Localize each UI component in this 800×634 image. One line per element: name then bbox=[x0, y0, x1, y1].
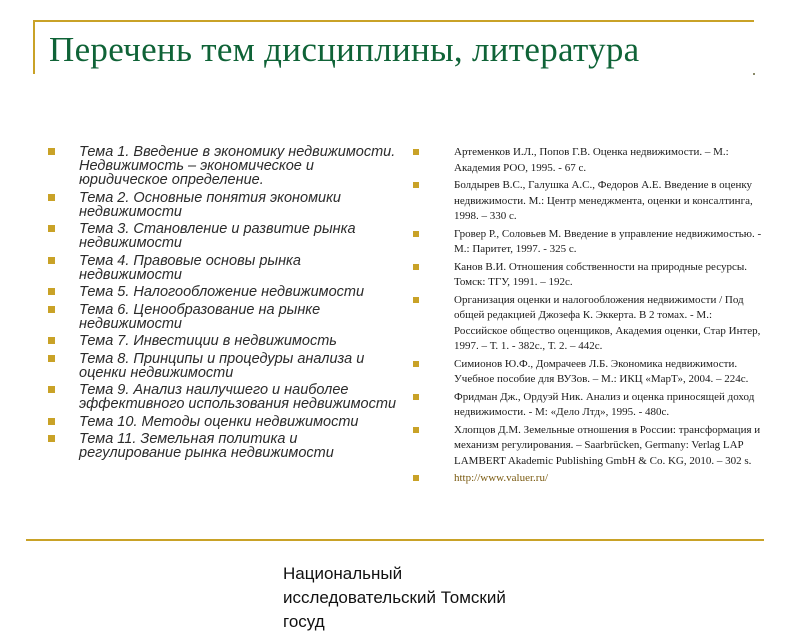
reference-item bbox=[413, 145, 763, 176]
topic-item bbox=[48, 145, 398, 187]
slide-title: Перечень тем дисциплины, литература bbox=[49, 30, 640, 69]
square-bullet-icon bbox=[413, 182, 419, 188]
footer-institution-text: Национальный исследовательский Томский госуд bbox=[283, 564, 506, 631]
topics-list bbox=[48, 145, 398, 464]
topic-item bbox=[48, 191, 398, 219]
topic-text: Тема 6. Ценообразование на рынке недвижимости bbox=[79, 301, 321, 332]
reference-item bbox=[413, 178, 763, 225]
square-bullet-icon bbox=[48, 355, 55, 362]
reference-item bbox=[413, 293, 763, 355]
topic-text: Тема 4. Правовые основы рынка недвижимости bbox=[79, 252, 301, 283]
square-bullet-icon bbox=[48, 225, 55, 232]
topic-item bbox=[48, 254, 398, 282]
topic-item bbox=[48, 352, 398, 380]
reference-text: Хлопцов Д.М. Земельные отношения в России: трансформация и механизм регулирования. – Saarbrücken, Germany: Verlag LAP LAMBERT Akademic Publishing GmbH & Co. KG, 2010. – 302 s. bbox=[454, 423, 761, 467]
topic-text: Тема 9. Анализ наилучшего и наиболее эффективного использования недвижимости bbox=[79, 382, 397, 412]
reference-text: Канов В.И. Отношения собственности на природные ресурсы. Томск: ТГУ, 1991. – 192с. bbox=[454, 260, 747, 288]
topic-text: Тема 2. Основные понятия экономики недвижимости bbox=[79, 189, 341, 220]
frame-bottom-line bbox=[26, 539, 764, 541]
frame-left-line bbox=[33, 20, 35, 74]
square-bullet-icon bbox=[413, 394, 419, 400]
topic-item bbox=[48, 415, 398, 429]
frame-corner-dot bbox=[753, 73, 755, 75]
references-list bbox=[413, 145, 763, 489]
reference-item bbox=[413, 357, 763, 388]
reference-item bbox=[413, 390, 763, 421]
frame-top-line bbox=[33, 20, 754, 22]
reference-item bbox=[413, 260, 763, 291]
reference-text: Фридман Дж., Ордуэй Ник. Анализ и оценка приносящей доход недвижимости. - М: «Дело Лтд», 1995. - 480с. bbox=[454, 390, 755, 418]
square-bullet-icon bbox=[48, 337, 55, 344]
square-bullet-icon bbox=[48, 435, 55, 442]
topic-text: Тема 8. Принципы и процедуры анализа и оценки недвижимости bbox=[79, 350, 365, 381]
topic-item bbox=[48, 303, 398, 331]
topic-text: Тема 10. Методы оценки недвижимости bbox=[79, 413, 359, 430]
square-bullet-icon bbox=[413, 427, 419, 433]
topic-item bbox=[48, 383, 398, 411]
topic-item bbox=[48, 285, 398, 299]
square-bullet-icon bbox=[48, 148, 55, 155]
topic-text: Тема 3. Становление и развитие рынка недвижимости bbox=[79, 221, 356, 251]
topic-item bbox=[48, 432, 398, 460]
square-bullet-icon bbox=[48, 386, 55, 393]
square-bullet-icon bbox=[413, 297, 419, 303]
square-bullet-icon bbox=[413, 264, 419, 270]
square-bullet-icon bbox=[413, 361, 419, 367]
reference-text: Симионов Ю.Ф., Домрачеев Л.Б. Экономика недвижимости. Учебное пособие для ВУЗов. – М.: ИКЦ «МарТ», 2004. – 224с. bbox=[454, 357, 749, 385]
square-bullet-icon bbox=[413, 475, 419, 481]
topic-item bbox=[48, 334, 398, 348]
reference-item bbox=[413, 423, 763, 470]
reference-item bbox=[413, 227, 763, 258]
topic-text: Тема 7. Инвестиции в недвижимость bbox=[79, 333, 337, 349]
reference-item bbox=[413, 471, 763, 487]
square-bullet-icon bbox=[48, 306, 55, 313]
square-bullet-icon bbox=[48, 194, 55, 201]
square-bullet-icon bbox=[413, 231, 419, 237]
square-bullet-icon bbox=[413, 149, 419, 155]
topic-text: Тема 1. Введение в экономику недвижимости. Недвижимость – экономическое и юридическое определение. bbox=[79, 144, 396, 188]
square-bullet-icon bbox=[48, 288, 55, 295]
square-bullet-icon bbox=[48, 257, 55, 264]
topic-text: Тема 5. Налогообложение недвижимости bbox=[79, 284, 365, 300]
square-bullet-icon bbox=[48, 418, 55, 425]
reference-text: Болдырев В.С., Галушка А.С., Федоров А.Е. Введение в оценку недвижимости. М.: Центр менеджмента, оценки и консалтинга, 1998. – 330 с. bbox=[454, 179, 753, 222]
topic-item bbox=[48, 222, 398, 250]
reference-text: Артеменков И.Л., Попов Г.В. Оценка недвижимости. – М.: Академия РОО, 1995. - 67 с. bbox=[454, 146, 729, 174]
valuer-link[interactable]: http://www.valuer.ru/ bbox=[454, 472, 548, 484]
reference-text: Организация оценки и налогообложения недвижимости / Под общей редакцией Джозефа К. Эккерта. В 2 томах. - М.: Российское общество оценщиков, Академия оценки, Стар Интер, 1997. – Т. 1. - 382с., Т. 2. – 442с. bbox=[454, 293, 761, 352]
reference-text: Гровер Р., Соловьев М. Введение в управление недвижимостью. - М.: Паритет, 1997. - 325 с. bbox=[454, 227, 762, 255]
topic-text: Тема 11. Земельная политика и регулирование рынка недвижимости bbox=[79, 431, 334, 461]
